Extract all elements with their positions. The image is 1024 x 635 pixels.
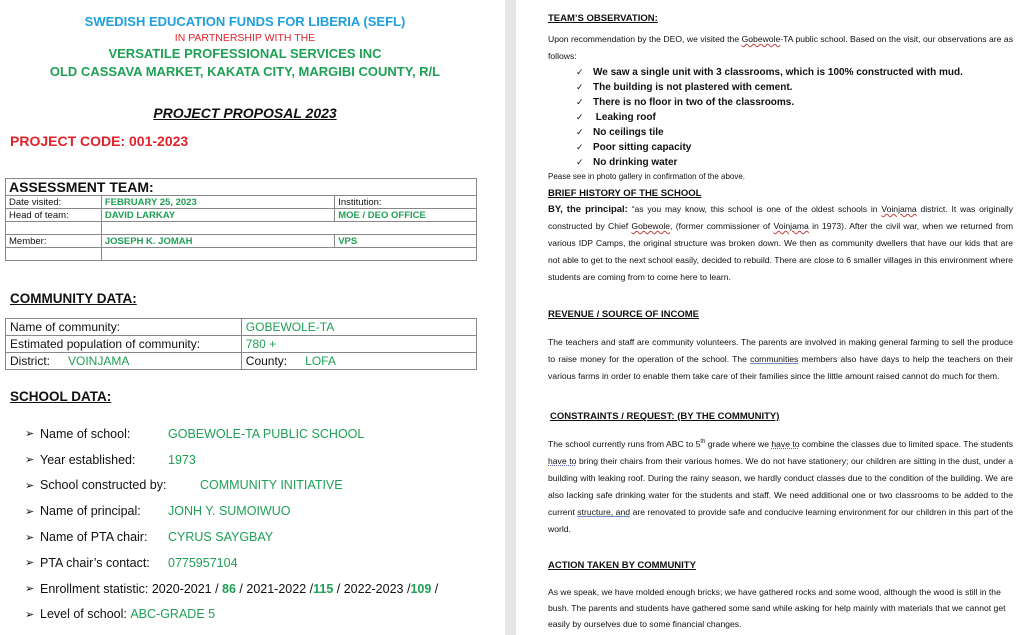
list-item: ✓ The building is not plastered with cement. xyxy=(576,80,1013,95)
table-cell xyxy=(6,353,242,370)
text-run: -TA public school. Based on the visit, our observations are as follows: xyxy=(548,34,1013,61)
arrow-bullet-icon: ➢ xyxy=(25,557,35,570)
institution-value: MOE / DEO OFFICE xyxy=(335,209,477,222)
table-cell xyxy=(101,248,476,261)
text-run: Upon recommendation by the DEO, we visited the xyxy=(548,34,742,44)
principal-value: JONH Y. SUMOIWUO xyxy=(168,504,291,519)
arrow-bullet-icon: ➢ xyxy=(25,583,35,596)
list-item xyxy=(25,576,438,602)
grammar-flag-word: have to xyxy=(771,439,800,449)
date-visited-value: FEBRUARY 25, 2023 xyxy=(101,196,334,209)
partner-name-heading: VERSATILE PROFESSIONAL SERVICES INC xyxy=(108,46,382,61)
table-row xyxy=(6,179,477,196)
list-item: ✓ No ceilings tile xyxy=(576,125,1013,140)
table-cell: Head of team: xyxy=(6,209,102,222)
item-label: Level of school: xyxy=(40,607,131,622)
text-run: “as you may know, this school is one of the oldest schools in xyxy=(627,204,882,214)
list-item: ✓ We saw a single unit with 3 classrooms, which is 100% constructed with mud. xyxy=(576,65,1013,80)
text-run: bring their chairs from their various homes. We do not have stationery; our children are sitting in the dust, under a building with leaking roof. During the rainy season, we hardly conduct classes due to the condition of the building. We are also lacking safe drinking water for the students and staff. We need additional one or two classrooms to be added to the current xyxy=(548,456,1013,517)
action-paragraph: As we speak, we have molded enough bricks; we have gathered rocks and some wood, although the wood is still in the bush. The parents and students have gathered some sand while asking for help mainly with materials that we cannot get easily by ourselves due to some financial changes. xyxy=(548,587,1006,629)
community-data-heading: COMMUNITY DATA: xyxy=(10,291,137,306)
enrollment-year: 2020-2021 / xyxy=(151,581,223,596)
school-level-value: ABC-GRADE 5 xyxy=(130,607,216,622)
action-heading: ACTION TAKEN BY COMMUNITY xyxy=(548,560,696,571)
school-data-list xyxy=(25,421,438,627)
table-row xyxy=(6,209,477,222)
constructed-by-value: COMMUNITY INITIATIVE xyxy=(200,478,343,493)
member-institution-value: VPS xyxy=(335,235,477,248)
spellcheck-word: Voinjama xyxy=(881,204,917,214)
list-item xyxy=(25,602,438,628)
observation-heading: TEAM’S OBSERVATION: xyxy=(548,13,658,24)
list-item xyxy=(25,421,438,447)
item-label: Name of school: xyxy=(40,426,131,441)
list-item xyxy=(25,498,438,524)
grammar-flag-word: structure, and xyxy=(577,507,631,517)
revenue-section xyxy=(548,306,1013,385)
partnership-line: IN PARTNERSHIP WITH THE xyxy=(174,32,316,44)
list-item: ✓ No drinking water xyxy=(576,155,1013,170)
grammar-flag-word: have to xyxy=(548,456,577,466)
table-cell xyxy=(101,222,476,235)
enrollment-tail: / xyxy=(431,581,439,596)
arrow-bullet-icon: ➢ xyxy=(25,505,35,518)
document-page-right xyxy=(516,0,1024,635)
table-row xyxy=(6,222,477,235)
arrow-bullet-icon: ➢ xyxy=(25,608,35,621)
table-cell: Member: xyxy=(6,235,102,248)
table-row xyxy=(6,319,477,336)
enrollment-count: 115 xyxy=(313,581,334,596)
table-cell: Estimated population of community: xyxy=(6,336,242,353)
county-value: LOFA xyxy=(305,354,336,368)
observation-checklist xyxy=(548,65,1013,170)
table-cell: Date visited: xyxy=(6,196,102,209)
constraints-section xyxy=(548,408,1013,538)
enrollment-year: / 2022-2023 / xyxy=(333,581,411,596)
constraints-paragraph xyxy=(548,436,1013,538)
observation-footer: Pease see in photo gallery in confirmation of the above. xyxy=(548,172,746,181)
list-item: ✓ There is no floor in two of the classrooms. xyxy=(576,95,1013,110)
pta-contact-value: 0775957104 xyxy=(168,555,238,570)
enrollment-count: 109 xyxy=(410,581,432,596)
enrollment-year: / 2021-2022 / xyxy=(235,581,314,596)
list-item: ✓ Leaking roof xyxy=(576,110,1013,125)
history-heading: BRIEF HISTORY OF THE SCHOOL xyxy=(548,188,702,199)
year-established-value: 1973 xyxy=(168,452,196,467)
proposal-title: PROJECT PROPOSAL 2023 xyxy=(153,105,337,121)
observation-section xyxy=(548,10,1013,183)
list-item xyxy=(25,524,438,550)
table-cell xyxy=(6,248,102,261)
text-run: are renovated to provide safe and conducive learning environment for our children in this part of the world. xyxy=(548,507,1014,534)
text-run: BY, the principal: xyxy=(548,204,628,215)
table-row xyxy=(6,235,477,248)
document-page-left xyxy=(0,0,505,635)
pta-chair-value: CYRUS SAYGBAY xyxy=(168,530,274,545)
community-data-table xyxy=(5,318,477,370)
enrollment-count: 86 xyxy=(222,581,236,596)
population-value: 780 + xyxy=(241,336,476,353)
spellcheck-word: Voinjama xyxy=(773,221,809,231)
text-run: combine the classes due to limited space. The students xyxy=(799,439,1013,449)
arrow-bullet-icon: ➢ xyxy=(25,531,35,544)
text-run: The teachers and staff are community volunteers. The parents are involved in making general farming to sell the produce to raise money for the operation of the school. The xyxy=(548,337,1013,364)
text-run: , (former commissioner of xyxy=(670,221,774,231)
table-row xyxy=(6,336,477,353)
spellcheck-word: Gobewole xyxy=(631,221,671,231)
spellcheck-word: Gobewole xyxy=(741,34,781,44)
table-row xyxy=(6,196,477,209)
org-name-heading: SWEDISH EDUCATION FUNDS FOR LIBERIA (SEFL) xyxy=(84,14,406,29)
text-run: grade where we xyxy=(705,439,772,449)
item-label: Year established: xyxy=(40,452,136,467)
arrow-bullet-icon: ➢ xyxy=(25,428,35,441)
list-item xyxy=(25,473,438,499)
district-label: District: xyxy=(10,354,50,368)
partner-address-heading: OLD CASSAVA MARKET, KAKATA CITY, MARGIBI COUNTY, R/L xyxy=(49,64,441,79)
text-run: district. It was originally constructed by Chief xyxy=(548,204,1013,231)
item-label: Name of PTA chair: xyxy=(40,530,148,545)
district-value: VOINJAMA xyxy=(68,354,130,368)
assessment-team-table xyxy=(5,178,477,261)
table-row xyxy=(6,248,477,261)
head-of-team-value: DAVID LARKAY xyxy=(101,209,334,222)
item-label: School constructed by: xyxy=(40,478,167,493)
revenue-heading: REVENUE / SOURCE OF INCOME xyxy=(548,309,699,320)
arrow-bullet-icon: ➢ xyxy=(25,479,35,492)
item-label: Name of principal: xyxy=(40,504,141,519)
table-cell: Name of community: xyxy=(6,319,242,336)
observation-intro xyxy=(548,31,1013,65)
history-paragraph xyxy=(548,201,1013,286)
project-code: PROJECT CODE: 001-2023 xyxy=(10,133,189,149)
list-item xyxy=(25,550,438,576)
text-run: The school currently runs from ABC to 5 xyxy=(548,439,701,449)
table-cell xyxy=(241,353,476,370)
item-label: PTA chair’s contact: xyxy=(40,555,150,570)
table-cell xyxy=(6,222,102,235)
superscript: th xyxy=(700,439,706,446)
action-section xyxy=(548,557,1013,632)
enrollment-label: Enrollment statistic: xyxy=(40,581,152,596)
school-data-heading: SCHOOL DATA: xyxy=(10,389,112,404)
text-run: members also have days to help the teachers on their various farms in order to enable them take care of their families since the little amount raised cannot do much for them. xyxy=(548,354,1013,381)
text-run: in 1973). After the civil war, when we returned from various IDP Camps, the original structure was broken down. We then as community dwellers that have our kids that are not able to get to the next school easily, decided to rebuild. There are close to 6 smaller villages in this environment where students are coming from to come here to learn. xyxy=(548,221,1013,282)
county-label: County: xyxy=(245,354,288,368)
constraints-heading: CONSTRAINTS / REQUEST: (BY THE COMMUNITY) xyxy=(550,411,780,422)
history-section xyxy=(548,187,1013,286)
grammar-flag-word: communities xyxy=(750,354,799,364)
community-name-value: GOBEWOLE-TA xyxy=(241,319,476,336)
arrow-bullet-icon: ➢ xyxy=(25,454,35,467)
member-value: JOSEPH K. JOMAH xyxy=(101,235,334,248)
school-name-value: GOBEWOLE-TA PUBLIC SCHOOL xyxy=(168,426,365,441)
table-row xyxy=(6,353,477,370)
list-item xyxy=(25,447,438,473)
revenue-paragraph xyxy=(548,334,1013,385)
table-cell: Institution: xyxy=(335,196,477,209)
list-item: ✓ Poor sitting capacity xyxy=(576,140,1013,155)
assessment-team-title: ASSESSMENT TEAM: xyxy=(6,179,477,196)
